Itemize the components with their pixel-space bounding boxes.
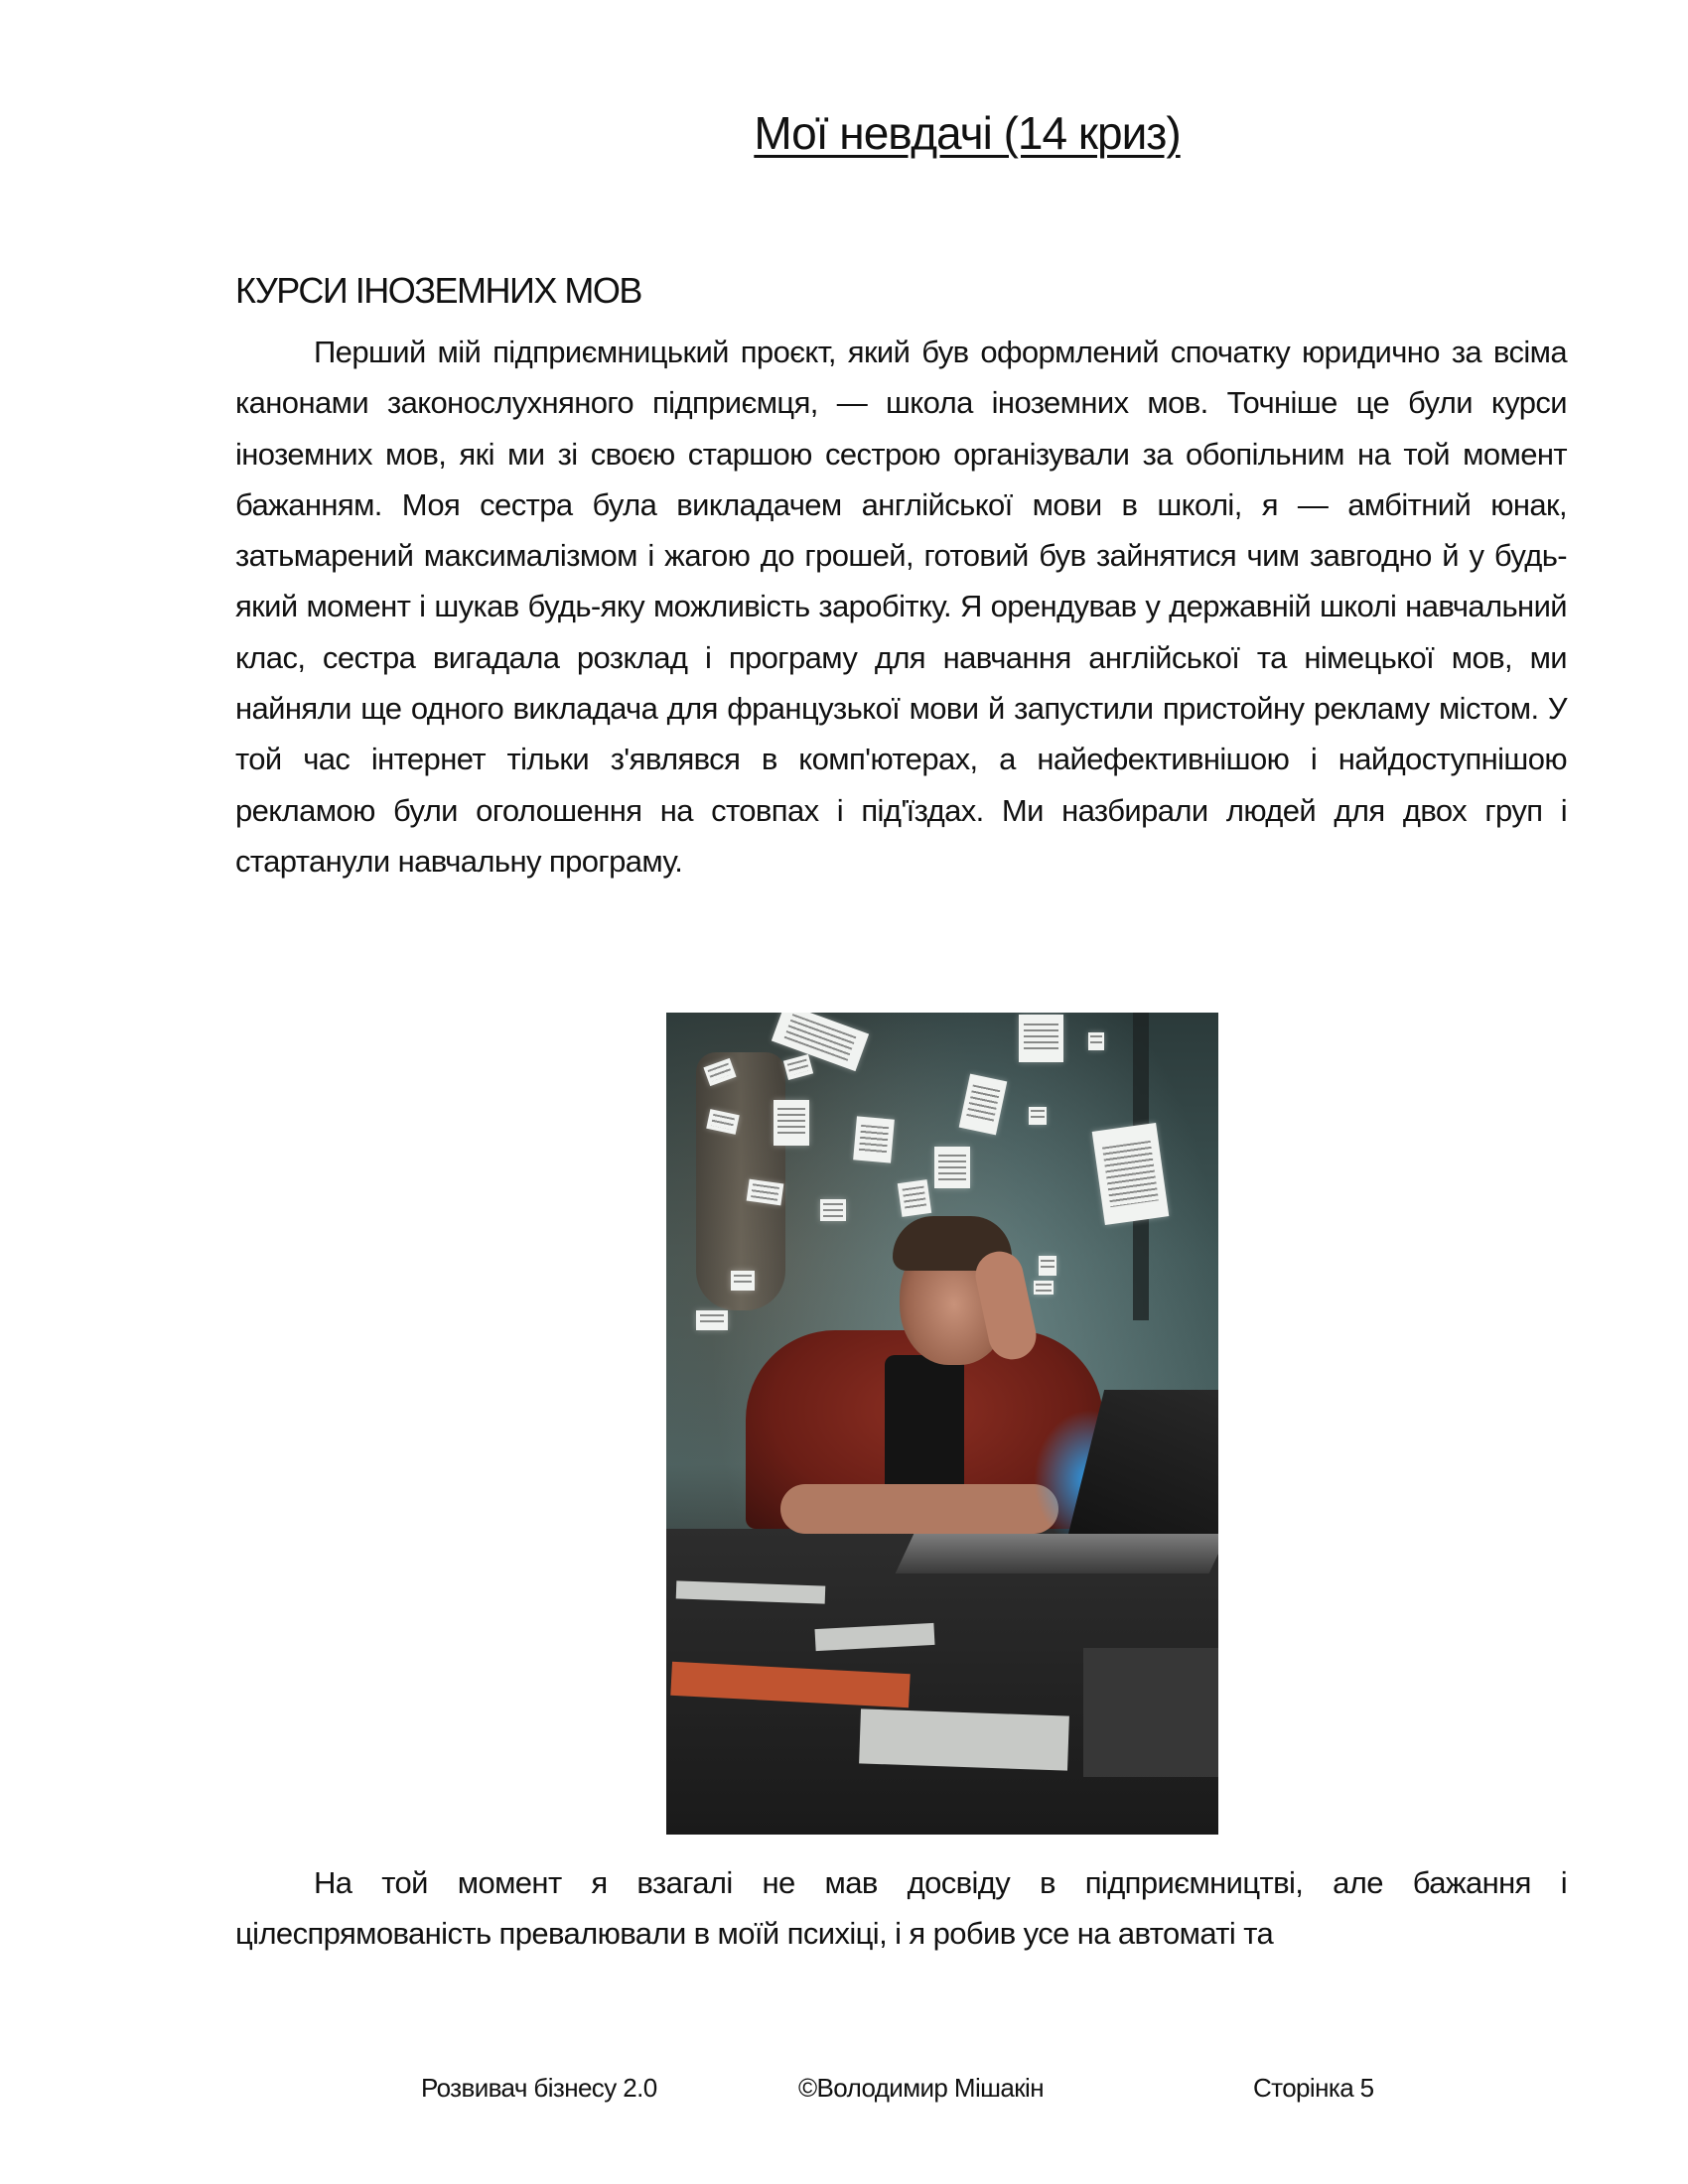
footer-page-number: Сторінка 5 xyxy=(1253,2073,1374,2103)
footer-book-title: Розвивач бізнесу 2.0 xyxy=(421,2073,657,2103)
flying-paper xyxy=(1088,1032,1104,1050)
man-arms xyxy=(780,1484,1058,1534)
desk-paper xyxy=(859,1708,1069,1770)
page-title: Мої невдачі (14 криз) xyxy=(754,107,1181,159)
flying-paper xyxy=(696,1310,728,1330)
flying-paper xyxy=(1092,1123,1170,1225)
flying-paper xyxy=(934,1147,970,1188)
flying-paper xyxy=(1034,1281,1054,1295)
flying-paper xyxy=(853,1116,895,1162)
desk-paper xyxy=(1083,1648,1218,1777)
flying-paper xyxy=(774,1100,809,1146)
flying-paper xyxy=(1039,1256,1056,1276)
section-heading: КУРСИ ІНОЗЕМНИХ МОВ xyxy=(235,270,641,311)
body-paragraph: На той момент я взагалі не мав досвіду в підприємництві, але бажання і цілеспрямованість превалювали в моїй психіці, і я робив усе на автоматі та xyxy=(235,1865,1567,1952)
flying-paper xyxy=(747,1179,784,1206)
page-footer xyxy=(0,2068,1688,2108)
man-shirt xyxy=(885,1355,964,1504)
flying-paper xyxy=(820,1199,846,1221)
flying-paper xyxy=(731,1271,755,1291)
illustration-image xyxy=(666,1013,1218,1835)
laptop-keyboard xyxy=(896,1534,1218,1573)
body-paragraph: Перший мій підприємницький проєкт, який був оформлений спочатку юридично за всіма канонами законослухняного підприємця, — школа іноземних мов. Точніше це були курси іноземних мов, які ми зі своєю старшою сестрою організували за обопільним на той момент бажанням. Моя сестра була викладачем англійської мови в школі, я — амбітний юнак, затьмарений максималізмом і жагою до грошей, готовий був зайнятися чим завгодно й у будь-який момент і шукав будь-яку можливість заробітку. Я орендував у державній школі навчальний клас, сестра вигадала розклад і програму для навчання англійської та німецької мов, ми найняли ще одного викладача для французької мови й запустили пристойну рекламу містом. У той час інтернет тільки з'являвся в комп'ютерах, а найефективнішою і найдоступнішою рекламою були оголошення на стовпах і під'їздах. Ми назбирали людей для двох груп і стартанули навчальну програму. xyxy=(235,335,1567,879)
flying-paper xyxy=(1029,1107,1047,1125)
footer-author: ©Володимир Мішакін xyxy=(798,2073,1044,2103)
flying-paper xyxy=(1019,1015,1063,1062)
flying-paper xyxy=(898,1179,931,1217)
